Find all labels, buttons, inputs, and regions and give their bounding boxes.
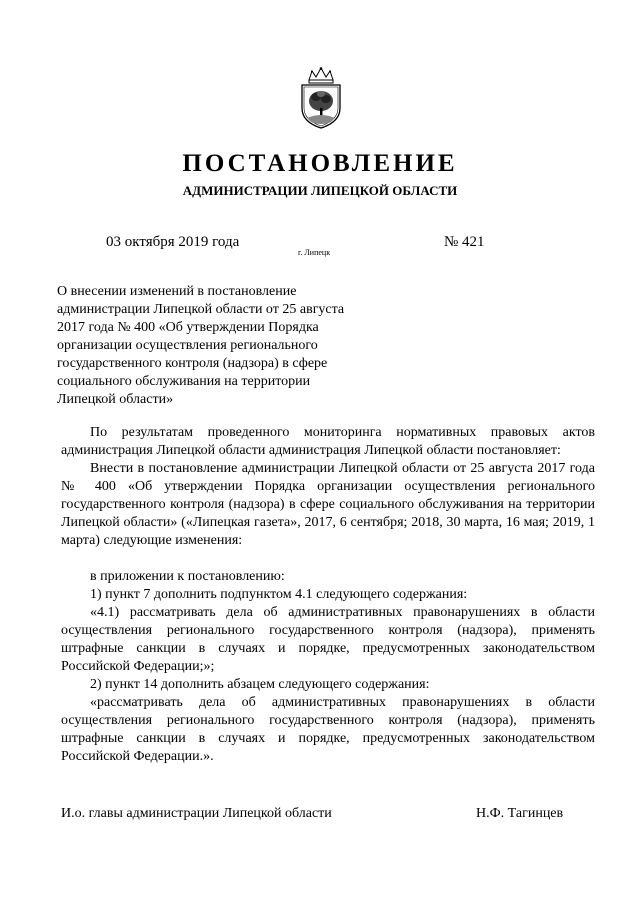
document-subtitle: АДМИНИСТРАЦИИ ЛИПЕЦКОЙ ОБЛАСТИ xyxy=(182,183,458,198)
body-paragraph-appendix: в приложении к постановлению: xyxy=(90,569,285,584)
document-body xyxy=(61,424,595,766)
subject-line: О внесении изменений в постановление xyxy=(57,284,297,299)
document-title: ПОСТАНОВЛЕНИЕ xyxy=(182,150,458,177)
document-city: г. Липецк xyxy=(298,248,331,257)
document-subject xyxy=(57,283,377,409)
subject-line: Липецкой области» xyxy=(57,392,174,407)
subject-line: администрации Липецкой области от 25 августа xyxy=(57,302,345,317)
lipetsk-region-coat-of-arms-icon xyxy=(296,66,346,130)
signature-name: Н.Ф. Тагинцев xyxy=(476,806,564,821)
body-paragraph-item-1: 1) пункт 7 дополнить подпунктом 4.1 следующего содержания: xyxy=(90,587,468,602)
subject-line: организации осуществления регионального xyxy=(57,338,318,353)
body-paragraph-resolution: Внести в постановление администрации Липецкой области от 25 августа 2017 года № 400 «Об утверждении Порядка организации осуществления регионального государственного контроля (надзора) в сфере социального обслуживания на территории Липецкой области» («Липецкая газета», 2017, 6 сентября; 2018, 30 марта, 16 мая; 2019, 1 марта) следующие изменения: xyxy=(61,461,595,548)
body-paragraph-item-2: 2) пункт 14 дополнить абзацем следующего содержания: xyxy=(90,677,430,692)
subject-line: государственного контроля (надзора) в сфере xyxy=(57,356,328,371)
signature-position: И.о. главы администрации Липецкой области xyxy=(61,806,332,821)
subject-line: 2017 года № 400 «Об утверждении Порядка xyxy=(57,320,319,335)
document-number: № 421 xyxy=(444,234,485,250)
body-paragraph-intro: По результатам проведенного мониторинга нормативных правовых актов администрация Липецкой области администрация Липецкой области постановляет: xyxy=(61,425,595,458)
subject-line: социального обслуживания на территории xyxy=(57,374,311,389)
body-paragraph-item-1-text: «4.1) рассматривать дела об административных правонарушениях в области осуществления регионального государственного контроля (надзора), применять штрафные санкции в случаях и порядке, предусмотренных законодательством Российской Федерации;»; xyxy=(61,605,595,674)
document-date: 03 октября 2019 года xyxy=(106,234,240,250)
body-paragraph-item-2-text: «рассматривать дела об административных правонарушениях в области осуществления регионального государственного контроля (надзора), применять штрафные санкции в случаях и порядке, предусмотренных законодательством Российской Федерации.». xyxy=(61,695,595,764)
